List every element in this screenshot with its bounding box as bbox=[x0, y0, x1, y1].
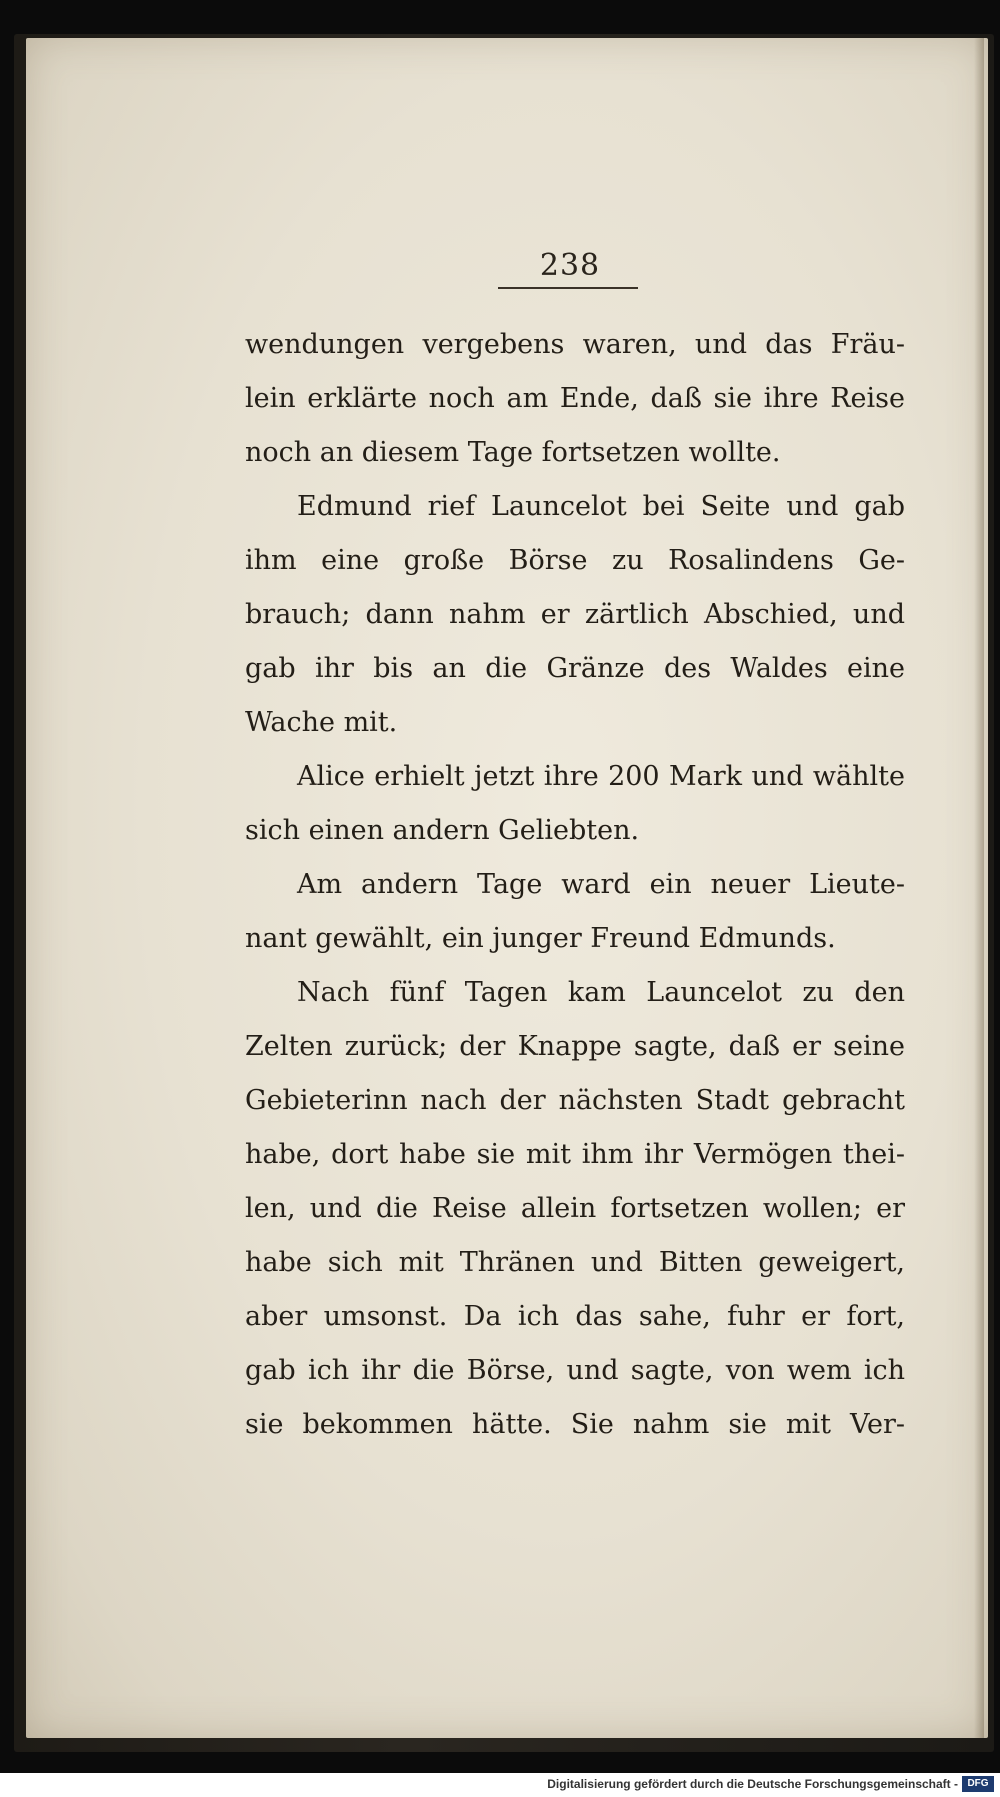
text-line: sich einen andern Geliebten. bbox=[245, 815, 640, 846]
text-line: noch an diesem Tage fortsetzen wollte. bbox=[245, 437, 781, 468]
text-line: brauch; dann nahm er zärtlich Abschied, und bbox=[245, 599, 905, 630]
text-line: aber umsonst. Da ich das sahe, fuhr er fort, bbox=[245, 1301, 905, 1332]
page-edge-shadow bbox=[974, 38, 984, 1738]
page-number: 238 bbox=[539, 248, 601, 283]
page-text bbox=[245, 318, 905, 1452]
text-line: Zelten zurück; der Knappe sagte, daß er seine bbox=[245, 1031, 905, 1062]
page-number-rule bbox=[498, 287, 638, 289]
text-line: Am andern Tage ward ein neuer Lieute- bbox=[297, 869, 905, 900]
text-line: habe, dort habe sie mit ihm ihr Vermögen thei- bbox=[245, 1139, 905, 1170]
text-line: wendungen vergebens waren, und das Fräu- bbox=[245, 329, 905, 360]
text-line: ihm eine große Börse zu Rosalindens Ge- bbox=[245, 545, 905, 576]
text-line: len, und die Reise allein fortsetzen wollen; er bbox=[245, 1193, 905, 1224]
footer-credit: Digitalisierung gefördert durch die Deutsche Forschungsgemeinschaft - bbox=[547, 1777, 958, 1791]
text-line: Edmund rief Launcelot bei Seite und gab bbox=[297, 491, 905, 522]
text-line: habe sich mit Thränen und Bitten geweigert, bbox=[245, 1247, 905, 1278]
text-line: sie bekommen hätte. Sie nahm sie mit Ver- bbox=[245, 1409, 905, 1440]
text-line: gab ihr bis an die Gränze des Waldes eine bbox=[245, 653, 905, 684]
text-line: Gebieterinn nach der nächsten Stadt gebracht bbox=[245, 1085, 905, 1116]
text-line: gab ich ihr die Börse, und sagte, von wem ich bbox=[245, 1355, 905, 1386]
text-line: Wache mit. bbox=[245, 707, 398, 738]
dfg-logo: DFG bbox=[962, 1776, 994, 1792]
text-line: Alice erhielt jetzt ihre 200 Mark und wählte bbox=[297, 761, 905, 792]
text-line: nant gewählt, ein junger Freund Edmunds. bbox=[245, 923, 836, 954]
text-line: Nach fünf Tagen kam Launcelot zu den bbox=[297, 977, 905, 1008]
text-line: lein erklärte noch am Ende, daß sie ihre Reise bbox=[245, 383, 905, 414]
